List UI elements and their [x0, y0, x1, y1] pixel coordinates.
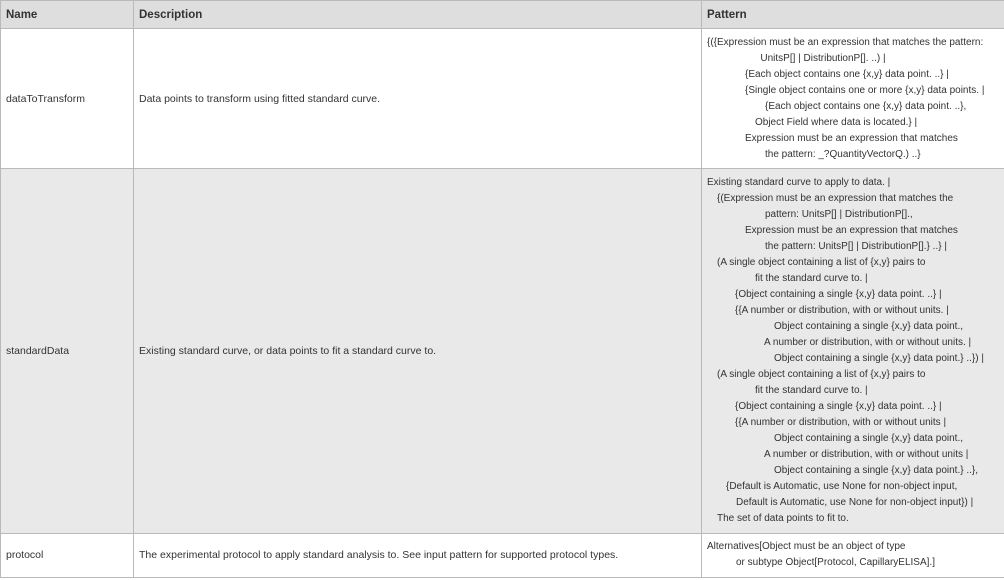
- header-name: Name: [1, 1, 134, 29]
- header-row: [1, 1, 1004, 29]
- pattern-line: Object Field where data is located.} |: [755, 116, 918, 128]
- pattern-line: {Object containing a single {x,y} data point. ..} |: [735, 401, 942, 413]
- pattern-line: {{A number or distribution, with or without units. |: [735, 305, 949, 317]
- pattern-line: UnitsP[] | DistributionP[]. ..) |: [760, 52, 886, 64]
- pattern-line: (A single object containing a list of {x,y} pairs to: [717, 257, 926, 269]
- pattern-line: fit the standard curve to. |: [755, 273, 868, 285]
- pattern-line: Alternatives[Object must be an object of type: [707, 541, 906, 553]
- pattern-line: the pattern: UnitsP[] | DistributionP[].} ..} |: [765, 241, 947, 253]
- pattern-line: Object containing a single {x,y} data point.} ..}) |: [774, 353, 984, 365]
- pattern-line: Object containing a single {x,y} data point.,: [774, 433, 964, 445]
- pattern-line: {Single object contains one or more {x,y} data points. |: [745, 84, 985, 96]
- header-pattern: Pattern: [702, 1, 1004, 29]
- pattern-line: {(Expression must be an expression that matches the: [717, 193, 954, 205]
- pattern-line: Expression must be an expression that matches: [745, 225, 958, 237]
- row-pattern: [702, 169, 1004, 534]
- pattern-line: {{A number or distribution, with or without units |: [735, 417, 947, 429]
- pattern-line: (A single object containing a list of {x,y} pairs to: [717, 369, 926, 381]
- table-row: [1, 533, 1004, 577]
- pattern-line: The set of data points to fit to.: [717, 513, 849, 525]
- pattern-line: Default is Automatic, use None for non-object input}) |: [736, 497, 974, 509]
- pattern-line: pattern: UnitsP[] | DistributionP[].,: [765, 209, 913, 221]
- row-name: dataToTransform: [1, 29, 134, 169]
- row-name: standardData: [1, 169, 134, 534]
- row-description: Existing standard curve, or data points to fit a standard curve to.: [134, 169, 702, 534]
- table-row: [1, 169, 1004, 534]
- pattern-line: Object containing a single {x,y} data point.} ..},: [774, 465, 979, 477]
- pattern-line: the pattern: _?QuantityVectorQ.) ..}: [765, 148, 921, 160]
- pattern-line: A number or distribution, with or without units |: [764, 449, 969, 461]
- pattern-line: {Default is Automatic, use None for non-object input,: [726, 481, 958, 493]
- pattern-line: {({Expression must be an expression that matches the pattern:: [707, 36, 984, 48]
- pattern-line: Expression must be an expression that matches: [745, 132, 958, 144]
- pattern-line: or subtype Object[Protocol, CapillaryELISA].]: [736, 557, 935, 569]
- pattern-line: fit the standard curve to. |: [755, 385, 868, 397]
- pattern-line: A number or distribution, with or without units. |: [764, 337, 972, 349]
- header-description: Description: [134, 1, 702, 29]
- row-description: Data points to transform using fitted standard curve.: [134, 29, 702, 169]
- row-description: The experimental protocol to apply standard analysis to. See input pattern for supported protocol types.: [134, 533, 702, 577]
- pattern-line: Existing standard curve to apply to data. |: [707, 177, 891, 189]
- row-pattern: [702, 29, 1004, 169]
- row-pattern: [702, 533, 1004, 577]
- table-row: [1, 29, 1004, 169]
- pattern-line: Object containing a single {x,y} data point.,: [774, 321, 964, 333]
- pattern-line: {Each object contains one {x,y} data point. ..},: [765, 100, 967, 112]
- pattern-line: {Object containing a single {x,y} data point. ..} |: [735, 289, 942, 301]
- row-name: protocol: [1, 533, 134, 577]
- pattern-line: {Each object contains one {x,y} data point. ..} |: [745, 68, 949, 80]
